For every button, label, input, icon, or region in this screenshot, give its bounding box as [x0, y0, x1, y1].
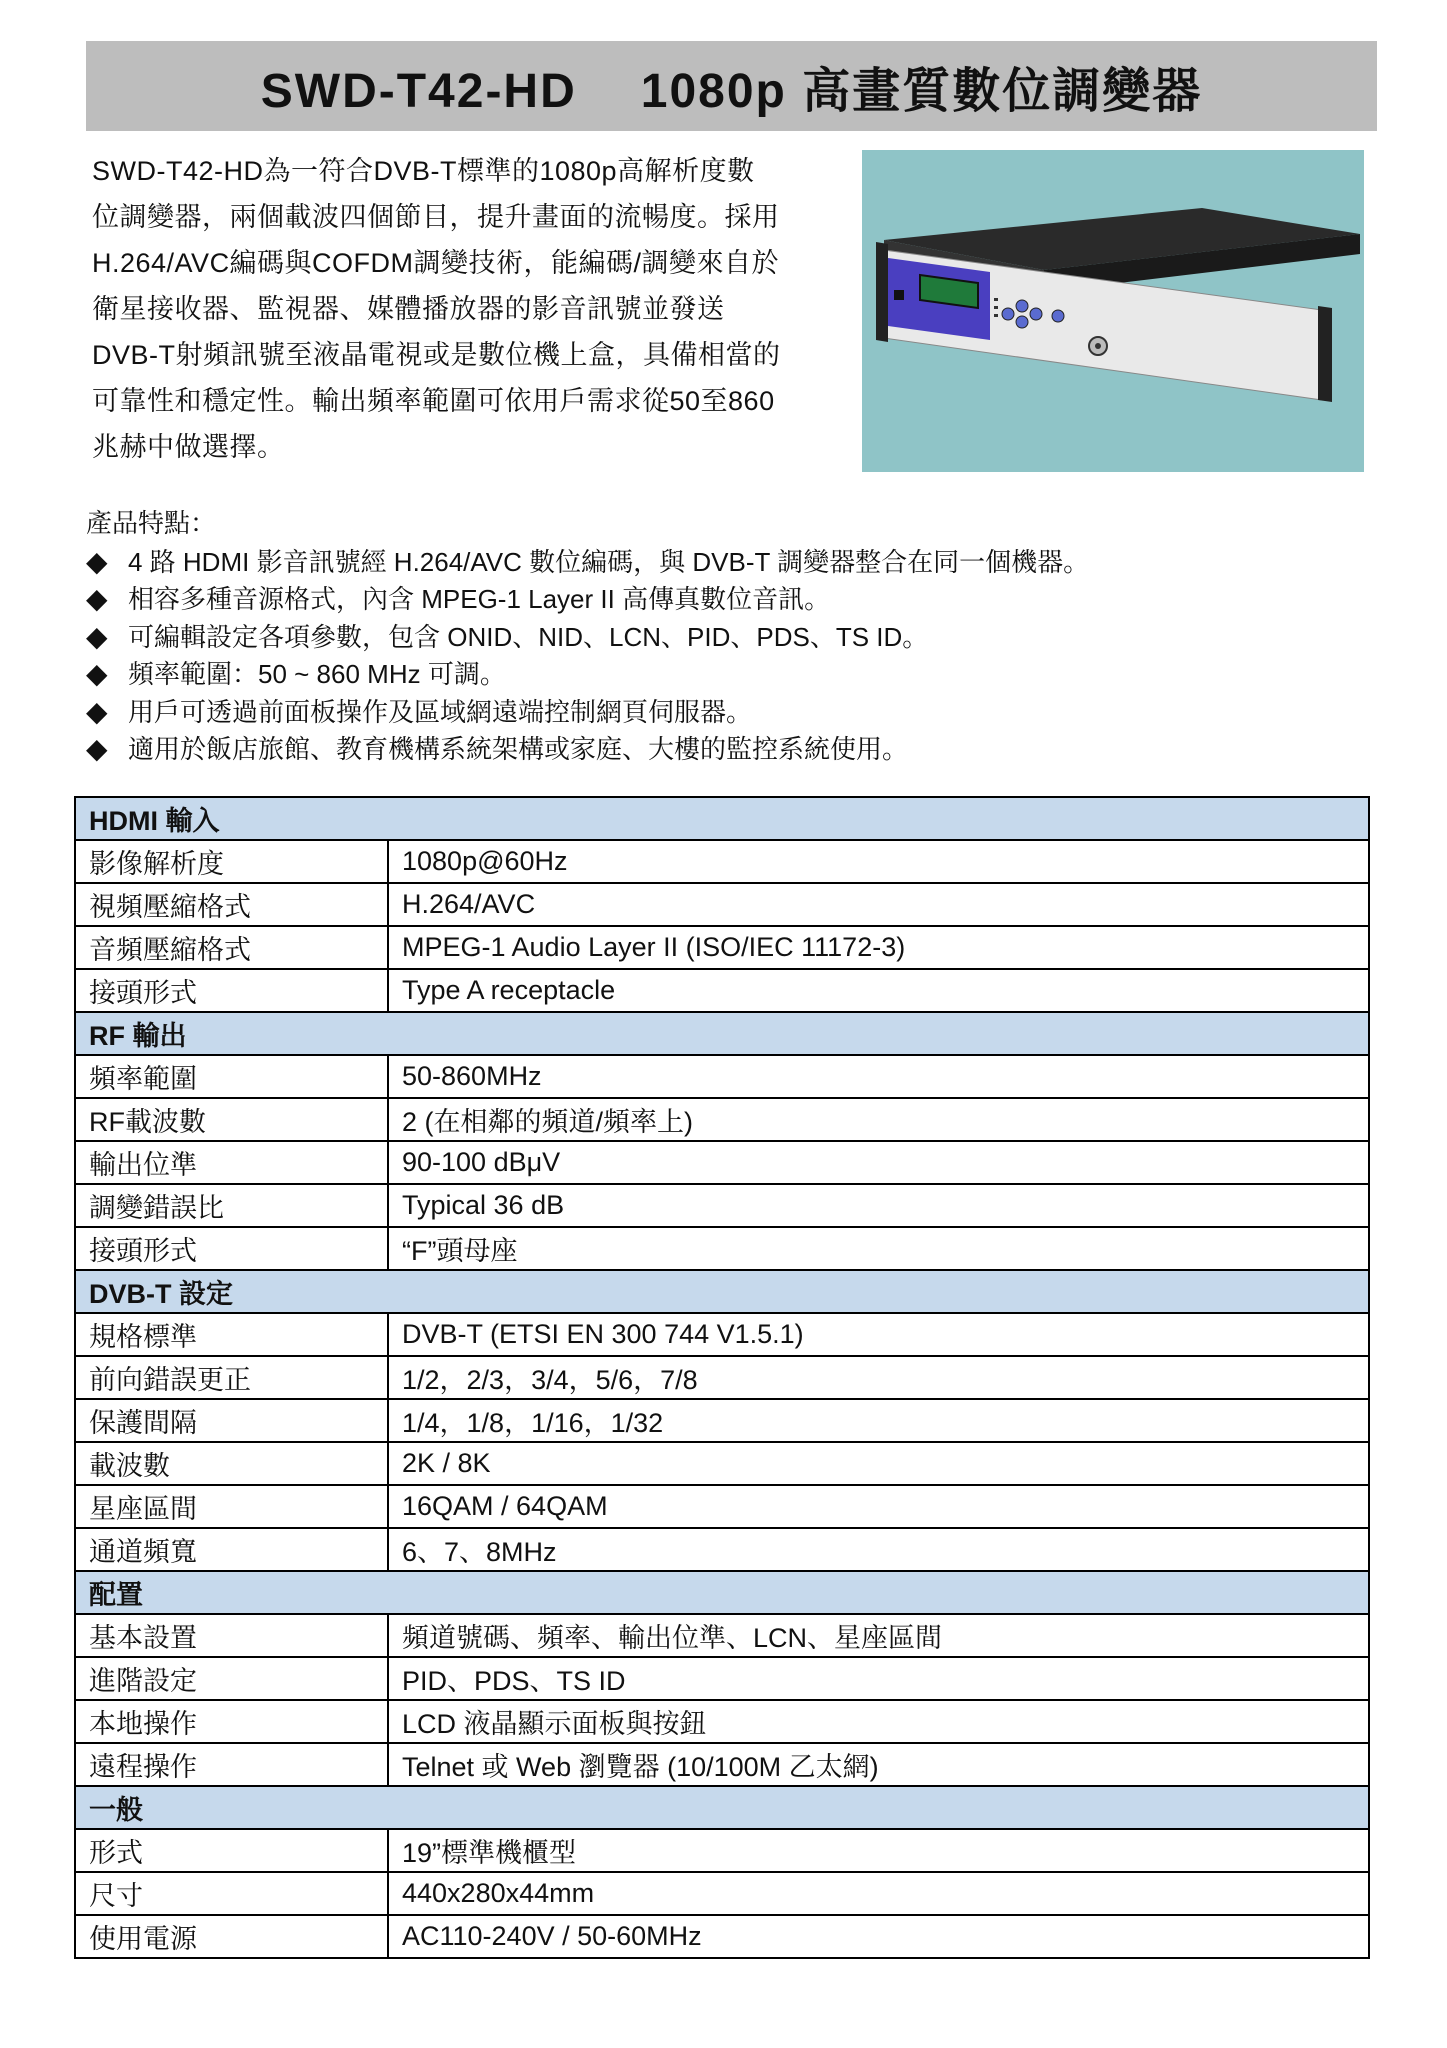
table-row — [75, 1227, 1369, 1270]
table-row — [75, 1614, 1369, 1657]
diamond-bullet-icon: ◆ — [86, 695, 108, 727]
spec-value: MPEG-1 Audio Layer II (ISO/IEC 11172-3) — [388, 926, 1369, 969]
table-row — [75, 1356, 1369, 1399]
intro-line: 兆赫中做選擇。 — [92, 432, 285, 462]
spec-value: 16QAM / 64QAM — [388, 1485, 1369, 1528]
spec-value: AC110-240V / 50-60MHz — [388, 1915, 1369, 1958]
intro-line: 衛星接收器、監視器、媒體播放器的影音訊號並發送 — [92, 294, 725, 324]
section-header-general — [75, 1786, 1369, 1829]
section-title: RF 輸出 — [75, 1012, 1369, 1055]
spec-key: 前向錯誤更正 — [75, 1356, 388, 1399]
feature-item — [86, 543, 1376, 581]
model-name: SWD-T42-HD — [260, 64, 577, 118]
section-title: HDMI 輸入 — [75, 797, 1369, 840]
spec-key: 頻率範圍 — [75, 1055, 388, 1098]
spec-key: 基本設置 — [75, 1614, 388, 1657]
spec-key: 星座區間 — [75, 1485, 388, 1528]
features-heading: 產品特點： — [86, 508, 217, 538]
feature-item — [86, 618, 1376, 656]
spec-value: 440x280x44mm — [388, 1872, 1369, 1915]
feature-text: 用戶可透過前面板操作及區域網遠端控制網頁伺服器。 — [128, 696, 753, 727]
spec-key: 接頭形式 — [75, 969, 388, 1012]
intro-line: H.264/AVC編碼與COFDM調變技術，能編碼/調變來自於 — [92, 248, 780, 278]
diamond-bullet-icon: ◆ — [86, 733, 108, 765]
spec-key: 形式 — [75, 1829, 388, 1872]
table-row — [75, 1098, 1369, 1141]
table-row — [75, 1055, 1369, 1098]
spec-value: Type A receptacle — [388, 969, 1369, 1012]
spec-value: 2 (在相鄰的頻道/頻率上) — [388, 1098, 1369, 1141]
spec-key: RF載波數 — [75, 1098, 388, 1141]
diamond-bullet-icon: ◆ — [86, 583, 108, 615]
feature-text: 頻率範圍：50 ~ 860 MHz 可調。 — [128, 659, 506, 690]
table-row — [75, 1657, 1369, 1700]
table-row — [75, 1700, 1369, 1743]
section-title: 一般 — [75, 1786, 1369, 1829]
spec-value: 2K / 8K — [388, 1442, 1369, 1485]
rack-device-illustration — [862, 150, 1364, 472]
spec-key: 保護間隔 — [75, 1399, 388, 1442]
spec-value: 6、7、8MHz — [388, 1528, 1369, 1571]
feature-item — [86, 581, 1376, 619]
table-row — [75, 1743, 1369, 1786]
table-row — [75, 840, 1369, 883]
table-row — [75, 926, 1369, 969]
feature-item — [86, 731, 1376, 769]
table-row — [75, 1184, 1369, 1227]
spec-key: 通道頻寬 — [75, 1528, 388, 1571]
spec-key: 音頻壓縮格式 — [75, 926, 388, 969]
diamond-bullet-icon: ◆ — [86, 545, 108, 577]
table-row — [75, 1829, 1369, 1872]
product-subtitle: 1080p 高畫質數位調變器 — [640, 64, 1203, 118]
feature-text: 4 路 HDMI 影音訊號經 H.264/AVC 數位編碼，與 DVB-T 調變器整合在同一個機器。 — [128, 546, 1090, 577]
spec-key: 遠程操作 — [75, 1743, 388, 1786]
section-title: DVB-T 設定 — [75, 1270, 1369, 1313]
product-photo — [862, 150, 1364, 472]
table-row — [75, 969, 1369, 1012]
spec-value: 1/2，2/3，3/4，5/6，7/8 — [388, 1356, 1369, 1399]
table-row — [75, 1485, 1369, 1528]
table-row — [75, 883, 1369, 926]
spec-value: Telnet 或 Web 瀏覽器 (10/100M 乙太網) — [388, 1743, 1369, 1786]
diamond-bullet-icon: ◆ — [86, 658, 108, 690]
section-header-config — [75, 1571, 1369, 1614]
spec-key: 輸出位準 — [75, 1141, 388, 1184]
spec-value: 1080p@60Hz — [388, 840, 1369, 883]
spec-value: 1/4，1/8，1/16，1/32 — [388, 1399, 1369, 1442]
spec-key: 進階設定 — [75, 1657, 388, 1700]
spec-key: 視頻壓縮格式 — [75, 883, 388, 926]
section-title: 配置 — [75, 1571, 1369, 1614]
spec-key: 接頭形式 — [75, 1227, 388, 1270]
spec-value: Typical 36 dB — [388, 1184, 1369, 1227]
table-row — [75, 1442, 1369, 1485]
spec-value: 19”標準機櫃型 — [388, 1829, 1369, 1872]
intro-line: 可靠性和穩定性。輸出頻率範圍可依用戶需求從50至860 — [92, 386, 775, 416]
spec-key: 調變錯誤比 — [75, 1184, 388, 1227]
spec-key: 本地操作 — [75, 1700, 388, 1743]
spec-value: LCD 液晶顯示面板與按鈕 — [388, 1700, 1369, 1743]
title-bar — [86, 41, 1377, 131]
table-row — [75, 1872, 1369, 1915]
table-row — [75, 1915, 1369, 1958]
section-header-dvbt — [75, 1270, 1369, 1313]
spec-key: 使用電源 — [75, 1915, 388, 1958]
table-row — [75, 1141, 1369, 1184]
intro-line: 位調變器，兩個載波四個節目，提升畫面的流暢度。採用 — [92, 202, 780, 232]
spec-value: 90-100 dBμV — [388, 1141, 1369, 1184]
section-header-hdmi — [75, 797, 1369, 840]
feature-text: 可編輯設定各項參數，包含 ONID、NID、LCN、PID、PDS、TS ID。 — [128, 621, 929, 652]
table-row — [75, 1399, 1369, 1442]
spec-key: 載波數 — [75, 1442, 388, 1485]
feature-item — [86, 693, 1376, 731]
spec-table — [74, 796, 1370, 1959]
feature-item — [86, 656, 1376, 694]
spec-key: 尺寸 — [75, 1872, 388, 1915]
spec-value: 50-860MHz — [388, 1055, 1369, 1098]
feature-text: 適用於飯店旅館、教育機構系統架構或家庭、大樓的監控系統使用。 — [128, 734, 909, 765]
spec-value: 頻道號碼、頻率、輸出位準、LCN、星座區間 — [388, 1614, 1369, 1657]
spec-value: “F”頭母座 — [388, 1227, 1369, 1270]
spec-key: 影像解析度 — [75, 840, 388, 883]
section-header-rf — [75, 1012, 1369, 1055]
spec-key: 規格標準 — [75, 1313, 388, 1356]
page-title — [261, 52, 1202, 121]
feature-text: 相容多種音源格式，內含 MPEG-1 Layer II 高傳真數位音訊。 — [128, 584, 831, 615]
spec-value: PID、PDS、TS ID — [388, 1657, 1369, 1700]
intro-line: DVB-T射頻訊號至液晶電視或是數位機上盒，具備相當的 — [92, 340, 781, 370]
diamond-bullet-icon: ◆ — [86, 620, 108, 652]
spec-value: H.264/AVC — [388, 883, 1369, 926]
table-row — [75, 1528, 1369, 1571]
features-section — [86, 505, 1376, 768]
table-row — [75, 1313, 1369, 1356]
intro-line: SWD-T42-HD為一符合DVB-T標準的1080p高解析度數 — [92, 156, 755, 186]
intro-paragraph — [92, 148, 832, 470]
spec-value: DVB-T (ETSI EN 300 744 V1.5.1) — [388, 1313, 1369, 1356]
